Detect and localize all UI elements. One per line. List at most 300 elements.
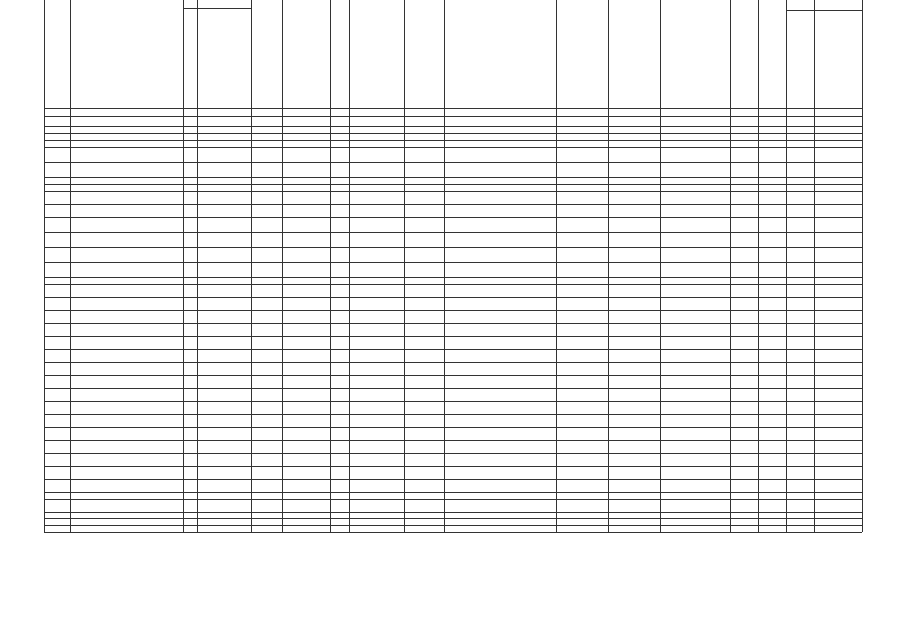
- table-row-22-col-6: [282, 375, 330, 388]
- table-row-0-col-8: [349, 116, 404, 126]
- table-row-24-col-6: [282, 401, 330, 414]
- table-row-0-col-16: [786, 116, 814, 126]
- table-row-26-col-17: [814, 427, 862, 440]
- table-row-20-col-13: [660, 349, 730, 362]
- table-row-8-col-3: [183, 191, 197, 204]
- table-row-6-col-15: [758, 177, 786, 184]
- table-row-9-col-5: [251, 204, 282, 217]
- table-row-2-col-13: [660, 133, 730, 140]
- table-row-30-col-5: [251, 479, 282, 492]
- table-row-3-col-17: [814, 140, 862, 147]
- table-row-21-col-8: [349, 362, 404, 375]
- table-row-11-col-11: [556, 232, 608, 247]
- table-row-20-col-11: [556, 349, 608, 362]
- table-row-24-col-10: [444, 401, 556, 414]
- table-row-7-col-3: [183, 184, 197, 191]
- table-row-8-col-16: [786, 191, 814, 204]
- table-row-7-col-16: [786, 184, 814, 191]
- grid-hline-year: [183, 8, 251, 9]
- table-row-22-col-17: [814, 375, 862, 388]
- table-row-8-col-5: [251, 191, 282, 204]
- group-row-14-col-16: [786, 277, 814, 284]
- table-row-23-col-14: [730, 388, 758, 401]
- table-row-10-col-17: [814, 217, 862, 232]
- table-row-21-col-12: [608, 362, 660, 375]
- table-row-20-col-15: [758, 349, 786, 362]
- group-row-14-col-13: [660, 277, 730, 284]
- table-row-9-col-7: [330, 204, 349, 217]
- table-row-28-col-16: [786, 453, 814, 466]
- group-row-14-col-6: [282, 277, 330, 284]
- table-row-22-col-1: [44, 375, 70, 388]
- table-row-35-col-13: [660, 525, 730, 532]
- table-row-15-col-2: [70, 284, 183, 297]
- table-row-26-col-6: [282, 427, 330, 440]
- column-header-2: [70, 0, 183, 108]
- table-row-13-col-14: [730, 262, 758, 277]
- table-row-19-col-4: [197, 336, 251, 349]
- table-row-4-col-2: [70, 147, 183, 162]
- table-row-7-col-13: [660, 184, 730, 191]
- table-row-5-col-16: [786, 162, 814, 177]
- table-row-0-col-15: [758, 116, 786, 126]
- table-row-12-col-16: [786, 247, 814, 262]
- table-row-12-col-7: [330, 247, 349, 262]
- grid-hline-row-33: [44, 518, 862, 519]
- table-row-11-col-3: [183, 232, 197, 247]
- table-row-18-col-15: [758, 323, 786, 336]
- table-row-21-col-15: [758, 362, 786, 375]
- table-row-4-col-7: [330, 147, 349, 162]
- table-row-1-col-11: [556, 126, 608, 133]
- table-row-7-col-5: [251, 184, 282, 191]
- table-row-10-col-8: [349, 217, 404, 232]
- grid-hline-row-13: [44, 277, 862, 278]
- table-row-20-col-3: [183, 349, 197, 362]
- table-row-7-col-7: [330, 184, 349, 191]
- table-row-0-col-13: [660, 116, 730, 126]
- table-row-27-col-2: [70, 440, 183, 453]
- table-row-17-col-15: [758, 310, 786, 323]
- table-row-18-col-1: [44, 323, 70, 336]
- table-row-30-col-13: [660, 479, 730, 492]
- table-row-34-col-15: [758, 518, 786, 525]
- table-row-8-col-2: [70, 191, 183, 204]
- table-row-2-col-1: [44, 133, 70, 140]
- table-row-15-col-5: [251, 284, 282, 297]
- table-row-16-col-12: [608, 297, 660, 310]
- table-row-30-col-11: [556, 479, 608, 492]
- table-row-30-col-10: [444, 479, 556, 492]
- group-row-31-col-17: [814, 492, 862, 499]
- group-row-31-col-11: [556, 492, 608, 499]
- table-row-6-col-2: [70, 177, 183, 184]
- column-number-4: [197, 108, 251, 116]
- table-row-10-col-4: [197, 217, 251, 232]
- table-row-3-col-6: [282, 140, 330, 147]
- table-row-11-col-4: [197, 232, 251, 247]
- table-row-12-col-17: [814, 247, 862, 262]
- table-row-23-col-1: [44, 388, 70, 401]
- table-row-20-col-4: [197, 349, 251, 362]
- table-row-18-col-6: [282, 323, 330, 336]
- table-row-21-col-13: [660, 362, 730, 375]
- table-row-16-col-13: [660, 297, 730, 310]
- column-number-13: [660, 108, 730, 116]
- table-row-29-col-3: [183, 466, 197, 479]
- table-row-12-col-1: [44, 247, 70, 262]
- table-row-3-col-12: [608, 140, 660, 147]
- table-row-12-col-14: [730, 247, 758, 262]
- table-row-28-col-1: [44, 453, 70, 466]
- group-row-31-col-3: [183, 492, 197, 499]
- table-row-1-col-17: [814, 126, 862, 133]
- table-row-0-col-12: [608, 116, 660, 126]
- table-row-22-col-13: [660, 375, 730, 388]
- table-row-11-col-6: [282, 232, 330, 247]
- table-row-0-col-2: [70, 116, 183, 126]
- table-row-35-col-3: [183, 525, 197, 532]
- table-row-21-col-1: [44, 362, 70, 375]
- table-row-10-col-13: [660, 217, 730, 232]
- grid-hline-row-15: [44, 297, 862, 298]
- table-row-3-col-2: [70, 140, 183, 147]
- table-row-34-col-9: [404, 518, 444, 525]
- table-row-12-col-6: [282, 247, 330, 262]
- grid-hline-row-11: [44, 247, 862, 248]
- table-row-24-col-16: [786, 401, 814, 414]
- table-row-5-col-10: [444, 162, 556, 177]
- table-row-27-col-1: [44, 440, 70, 453]
- column-number-7: [330, 108, 349, 116]
- table-row-29-col-1: [44, 466, 70, 479]
- table-row-27-col-11: [556, 440, 608, 453]
- table-row-34-col-12: [608, 518, 660, 525]
- table-row-10-col-2: [70, 217, 183, 232]
- table-row-11-col-9: [404, 232, 444, 247]
- table-row-4-col-9: [404, 147, 444, 162]
- table-row-34-col-13: [660, 518, 730, 525]
- table-row-23-col-7: [330, 388, 349, 401]
- column-number-9: [404, 108, 444, 116]
- column-header-6: [282, 0, 330, 108]
- table-row-28-col-10: [444, 453, 556, 466]
- table-row-4-col-5: [251, 147, 282, 162]
- table-row-35-col-16: [786, 525, 814, 532]
- grid-hline-row-28: [44, 466, 862, 467]
- table-row-28-col-14: [730, 453, 758, 466]
- table-row-30-col-8: [349, 479, 404, 492]
- table-row-2-col-7: [330, 133, 349, 140]
- table-row-6-col-7: [330, 177, 349, 184]
- table-row-3-col-5: [251, 140, 282, 147]
- table-row-16-col-3: [183, 297, 197, 310]
- table-row-8-col-8: [349, 191, 404, 204]
- table-row-12-col-3: [183, 247, 197, 262]
- table-row-23-col-10: [444, 388, 556, 401]
- grid-hline-row-29: [44, 479, 862, 480]
- table-row-1-col-2: [70, 126, 183, 133]
- table-row-17-col-4: [197, 310, 251, 323]
- table-row-10-col-7: [330, 217, 349, 232]
- header-completion-group: [786, 0, 862, 10]
- grid-hline-row-17: [44, 323, 862, 324]
- table-row-27-col-13: [660, 440, 730, 453]
- table-row-11-col-14: [730, 232, 758, 247]
- table-row-2-col-11: [556, 133, 608, 140]
- table-row-11-col-16: [786, 232, 814, 247]
- table-row-24-col-11: [556, 401, 608, 414]
- table-row-12-col-4: [197, 247, 251, 262]
- table-row-24-col-2: [70, 401, 183, 414]
- table-row-6-col-13: [660, 177, 730, 184]
- grid-hline-row-23: [44, 401, 862, 402]
- table-row-22-col-3: [183, 375, 197, 388]
- column-header-7: [330, 0, 349, 108]
- table-row-6-col-6: [282, 177, 330, 184]
- table-row-15-col-6: [282, 284, 330, 297]
- table-row-10-col-9: [404, 217, 444, 232]
- table-row-8-col-1: [44, 191, 70, 204]
- table-row-10-col-11: [556, 217, 608, 232]
- table-row-15-col-10: [444, 284, 556, 297]
- table-row-20-col-10: [444, 349, 556, 362]
- table-row-15-col-3: [183, 284, 197, 297]
- table-row-29-col-15: [758, 466, 786, 479]
- table-row-15-col-17: [814, 284, 862, 297]
- table-row-28-col-4: [197, 453, 251, 466]
- table-row-5-col-1: [44, 162, 70, 177]
- table-row-11-col-8: [349, 232, 404, 247]
- table-row-35-col-11: [556, 525, 608, 532]
- table-row-30-col-6: [282, 479, 330, 492]
- table-row-35-col-8: [349, 525, 404, 532]
- table-row-8-col-6: [282, 191, 330, 204]
- grid-hline-row-31: [44, 499, 862, 500]
- column-number-8: [349, 108, 404, 116]
- table-row-34-col-8: [349, 518, 404, 525]
- grid-hline-row-30: [44, 492, 862, 493]
- table-row-8-col-13: [660, 191, 730, 204]
- table-row-27-col-7: [330, 440, 349, 453]
- table-row-17-col-8: [349, 310, 404, 323]
- table-row-25-col-3: [183, 414, 197, 427]
- table-row-26-col-15: [758, 427, 786, 440]
- table-row-12-col-12: [608, 247, 660, 262]
- grid-hline-row-19: [44, 349, 862, 350]
- table-row-4-col-10: [444, 147, 556, 162]
- group-row-14-col-9: [404, 277, 444, 284]
- table-row-8-col-12: [608, 191, 660, 204]
- table-row-28-col-2: [70, 453, 183, 466]
- table-row-24-col-12: [608, 401, 660, 414]
- table-row-16-col-9: [404, 297, 444, 310]
- grid-hline-row-10: [44, 232, 862, 233]
- table-row-13-col-3: [183, 262, 197, 277]
- table-row-8-col-14: [730, 191, 758, 204]
- table-row-25-col-15: [758, 414, 786, 427]
- table-row-2-col-17: [814, 133, 862, 140]
- table-row-21-col-7: [330, 362, 349, 375]
- table-row-12-col-11: [556, 247, 608, 262]
- group-row-31-col-9: [404, 492, 444, 499]
- table-row-32-col-12: [608, 499, 660, 512]
- table-row-2-col-10: [444, 133, 556, 140]
- table-row-16-col-2: [70, 297, 183, 310]
- table-row-26-col-16: [786, 427, 814, 440]
- table-row-13-col-8: [349, 262, 404, 277]
- table-row-10-col-10: [444, 217, 556, 232]
- table-row-11-col-10: [444, 232, 556, 247]
- table-row-16-col-1: [44, 297, 70, 310]
- table-row-3-col-7: [330, 140, 349, 147]
- table-row-5-col-5: [251, 162, 282, 177]
- table-row-17-col-17: [814, 310, 862, 323]
- group-row-31-col-1: [44, 492, 70, 499]
- table-row-20-col-1: [44, 349, 70, 362]
- table-row-15-col-12: [608, 284, 660, 297]
- table-row-15-col-1: [44, 284, 70, 297]
- table-row-21-col-9: [404, 362, 444, 375]
- table-row-8-col-4: [197, 191, 251, 204]
- table-row-28-col-5: [251, 453, 282, 466]
- table-row-10-col-6: [282, 217, 330, 232]
- table-row-15-col-16: [786, 284, 814, 297]
- table-row-32-col-9: [404, 499, 444, 512]
- table-row-4-col-1: [44, 147, 70, 162]
- table-row-1-col-10: [444, 126, 556, 133]
- table-row-3-col-11: [556, 140, 608, 147]
- table-row-15-col-13: [660, 284, 730, 297]
- table-row-23-col-9: [404, 388, 444, 401]
- table-row-23-col-3: [183, 388, 197, 401]
- table-row-7-col-15: [758, 184, 786, 191]
- table-row-24-col-13: [660, 401, 730, 414]
- table-row-20-col-17: [814, 349, 862, 362]
- table-row-5-col-8: [349, 162, 404, 177]
- table-row-2-col-3: [183, 133, 197, 140]
- table-row-12-col-10: [444, 247, 556, 262]
- table-row-7-col-1: [44, 184, 70, 191]
- column-header-10: [444, 0, 556, 108]
- table-row-5-col-17: [814, 162, 862, 177]
- column-header-8: [349, 0, 404, 108]
- table-row-17-col-1: [44, 310, 70, 323]
- table-row-4-col-3: [183, 147, 197, 162]
- table-row-23-col-13: [660, 388, 730, 401]
- grid-hline-row-1: [44, 133, 862, 134]
- table-row-2-col-14: [730, 133, 758, 140]
- table-row-29-col-16: [786, 466, 814, 479]
- table-row-32-col-15: [758, 499, 786, 512]
- table-row-22-col-16: [786, 375, 814, 388]
- table-row-22-col-12: [608, 375, 660, 388]
- grid-hline-row-0: [44, 126, 862, 127]
- table-row-4-col-16: [786, 147, 814, 162]
- table-row-5-col-7: [330, 162, 349, 177]
- table-row-32-col-1: [44, 499, 70, 512]
- table-row-25-col-12: [608, 414, 660, 427]
- table-row-5-col-14: [730, 162, 758, 177]
- table-row-19-col-3: [183, 336, 197, 349]
- table-row-27-col-4: [197, 440, 251, 453]
- table-row-27-col-10: [444, 440, 556, 453]
- table-row-11-col-1: [44, 232, 70, 247]
- table-row-22-col-9: [404, 375, 444, 388]
- table-row-29-col-13: [660, 466, 730, 479]
- table-row-23-col-12: [608, 388, 660, 401]
- column-header-12: [608, 0, 660, 108]
- table-row-32-col-16: [786, 499, 814, 512]
- grid-hline-row-35: [44, 532, 862, 533]
- table-row-13-col-5: [251, 262, 282, 277]
- table-row-11-col-15: [758, 232, 786, 247]
- table-row-30-col-12: [608, 479, 660, 492]
- column-number-15: [758, 108, 786, 116]
- table-row-34-col-4: [197, 518, 251, 525]
- table-row-0-col-17: [814, 116, 862, 126]
- table-row-25-col-7: [330, 414, 349, 427]
- grid-hline-row-6: [44, 184, 862, 185]
- table-row-2-col-12: [608, 133, 660, 140]
- table-row-35-col-17: [814, 525, 862, 532]
- table-row-24-col-9: [404, 401, 444, 414]
- table-row-0-col-6: [282, 116, 330, 126]
- table-row-0-col-4: [197, 116, 251, 126]
- table-row-25-col-1: [44, 414, 70, 427]
- table-row-16-col-14: [730, 297, 758, 310]
- table-row-19-col-2: [70, 336, 183, 349]
- table-row-9-col-17: [814, 204, 862, 217]
- table-row-9-col-15: [758, 204, 786, 217]
- table-row-27-col-9: [404, 440, 444, 453]
- table-row-22-col-8: [349, 375, 404, 388]
- group-row-31-col-10: [444, 492, 556, 499]
- table-row-27-col-8: [349, 440, 404, 453]
- table-row-20-col-7: [330, 349, 349, 362]
- table-row-29-col-17: [814, 466, 862, 479]
- table-row-3-col-1: [44, 140, 70, 147]
- table-row-4-col-15: [758, 147, 786, 162]
- table-row-7-col-14: [730, 184, 758, 191]
- table-row-6-col-14: [730, 177, 758, 184]
- grid-hline-row-3: [44, 147, 862, 148]
- group-row-14-col-15: [758, 277, 786, 284]
- table-row-4-col-17: [814, 147, 862, 162]
- group-row-31-col-7: [330, 492, 349, 499]
- table-row-18-col-8: [349, 323, 404, 336]
- table-row-20-col-8: [349, 349, 404, 362]
- table-row-26-col-13: [660, 427, 730, 440]
- table-row-2-col-15: [758, 133, 786, 140]
- table-row-35-col-7: [330, 525, 349, 532]
- group-row-14-col-10: [444, 277, 556, 284]
- table-row-30-col-4: [197, 479, 251, 492]
- grid-hline-row-7: [44, 191, 862, 192]
- table-row-32-col-5: [251, 499, 282, 512]
- table-row-28-col-13: [660, 453, 730, 466]
- grid-hline-row-14: [44, 284, 862, 285]
- table-row-25-col-16: [786, 414, 814, 427]
- group-row-31-col-5: [251, 492, 282, 499]
- table-row-3-col-13: [660, 140, 730, 147]
- table-row-2-col-6: [282, 133, 330, 140]
- table-row-23-col-4: [197, 388, 251, 401]
- table-row-8-col-15: [758, 191, 786, 204]
- table-row-20-col-9: [404, 349, 444, 362]
- table-row-1-col-16: [786, 126, 814, 133]
- table-row-34-col-1: [44, 518, 70, 525]
